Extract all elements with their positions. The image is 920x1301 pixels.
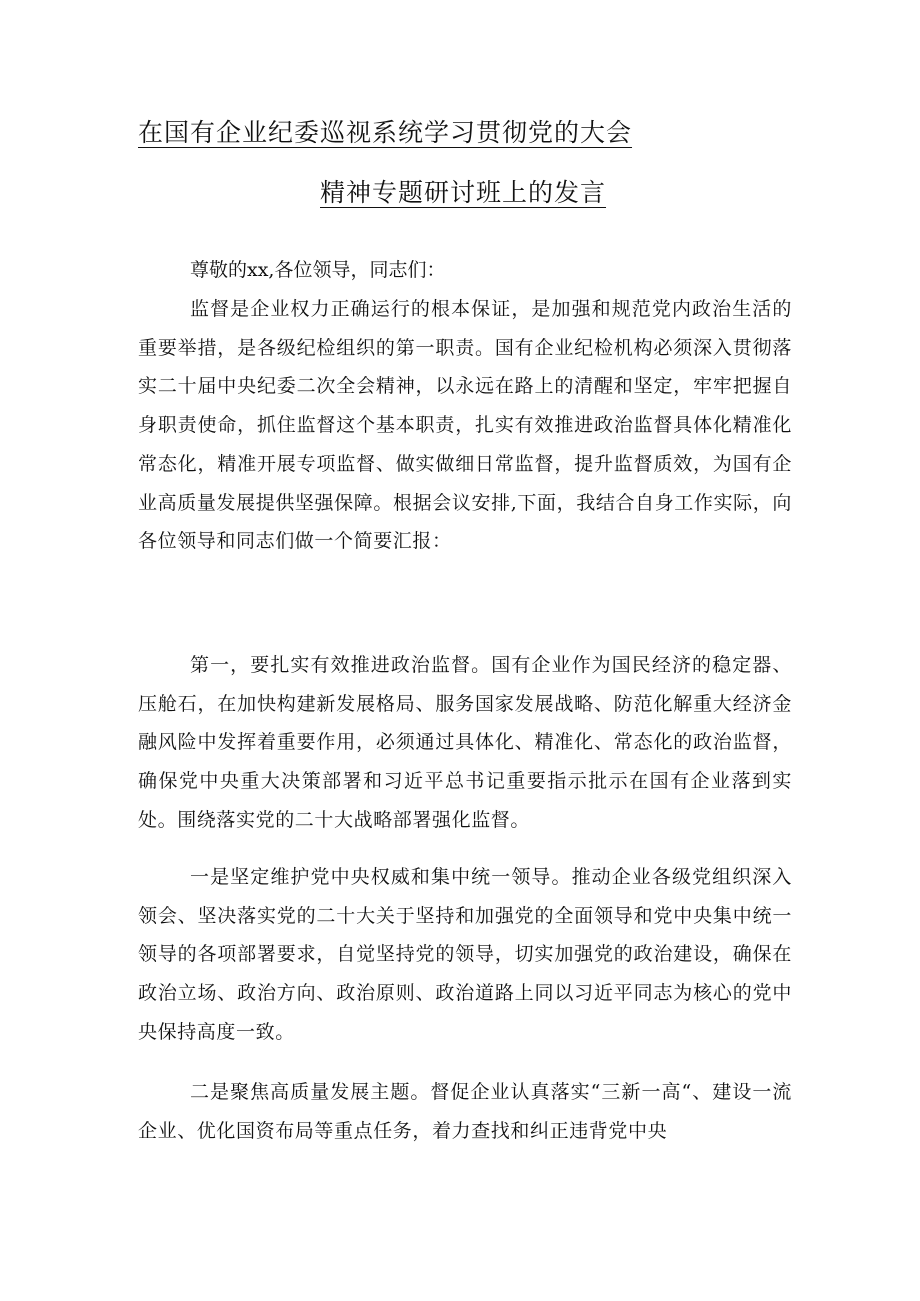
document-title-line-2: 精神专题研讨班上的发言 bbox=[320, 178, 607, 207]
greeting: 尊敬的xx,各位领导，同志们： bbox=[190, 259, 446, 281]
paragraph-political-supervision: 第一，要扎实有效推进政治监督。国有企业作为国民经济的稳定器、压舱石，在加快构建新发展格局、服务国家发展战略、防范化解重大经济金融风险中发挥着重要作用，必须通过具体化、精准化、常态化的政治监督，确保党中央重大决策部署和习近平总书记重要指示批示在国有企业落到实处。围绕落实党的二十大战略部署强化监督。 bbox=[138, 654, 792, 831]
paragraph-intro: 监督是企业权力正确运行的根本保证，是加强和规范党内政治生活的重要举措，是各级纪检组织的第一职责。国有企业纪检机构必须深入贯彻落实二十届中央纪委二次全会精神，以永远在路上的清醒和坚定，牢牢把握自身职责使命，抓住监督这个基本职责，扎实有效推进政治监督具体化精准化常态化，精准开展专项监督、做实做细日常监督，提升监督质效，为国有企业高质量发展提供坚强保障。根据会议安排,下面，我结合自身工作实际，向各位领导和同志们做一个简要汇报： bbox=[138, 298, 792, 553]
paragraph-point-one: 一是坚定维护党中央权威和集中统一领导。推动企业各级党组织深入领会、坚决落实党的二十大关于坚持和加强党的全面领导和党中央集中统一领导的各项部署要求，自觉坚持党的领导，切实加强党的政治建设，确保在政治立场、政治方向、政治原则、政治道路上同以习近平同志为核心的党中央保持高度一致。 bbox=[138, 866, 792, 1043]
document-title-line-1: 在国有企业纪委巡视系统学习贯彻党的大会 bbox=[138, 118, 633, 147]
paragraph-point-two: 二是聚焦高质量发展主题。督促企业认真落实“三新一高“、建设一流企业、优化国资布局等重点任务，着力查找和纠正违背党中央 bbox=[138, 1081, 792, 1142]
